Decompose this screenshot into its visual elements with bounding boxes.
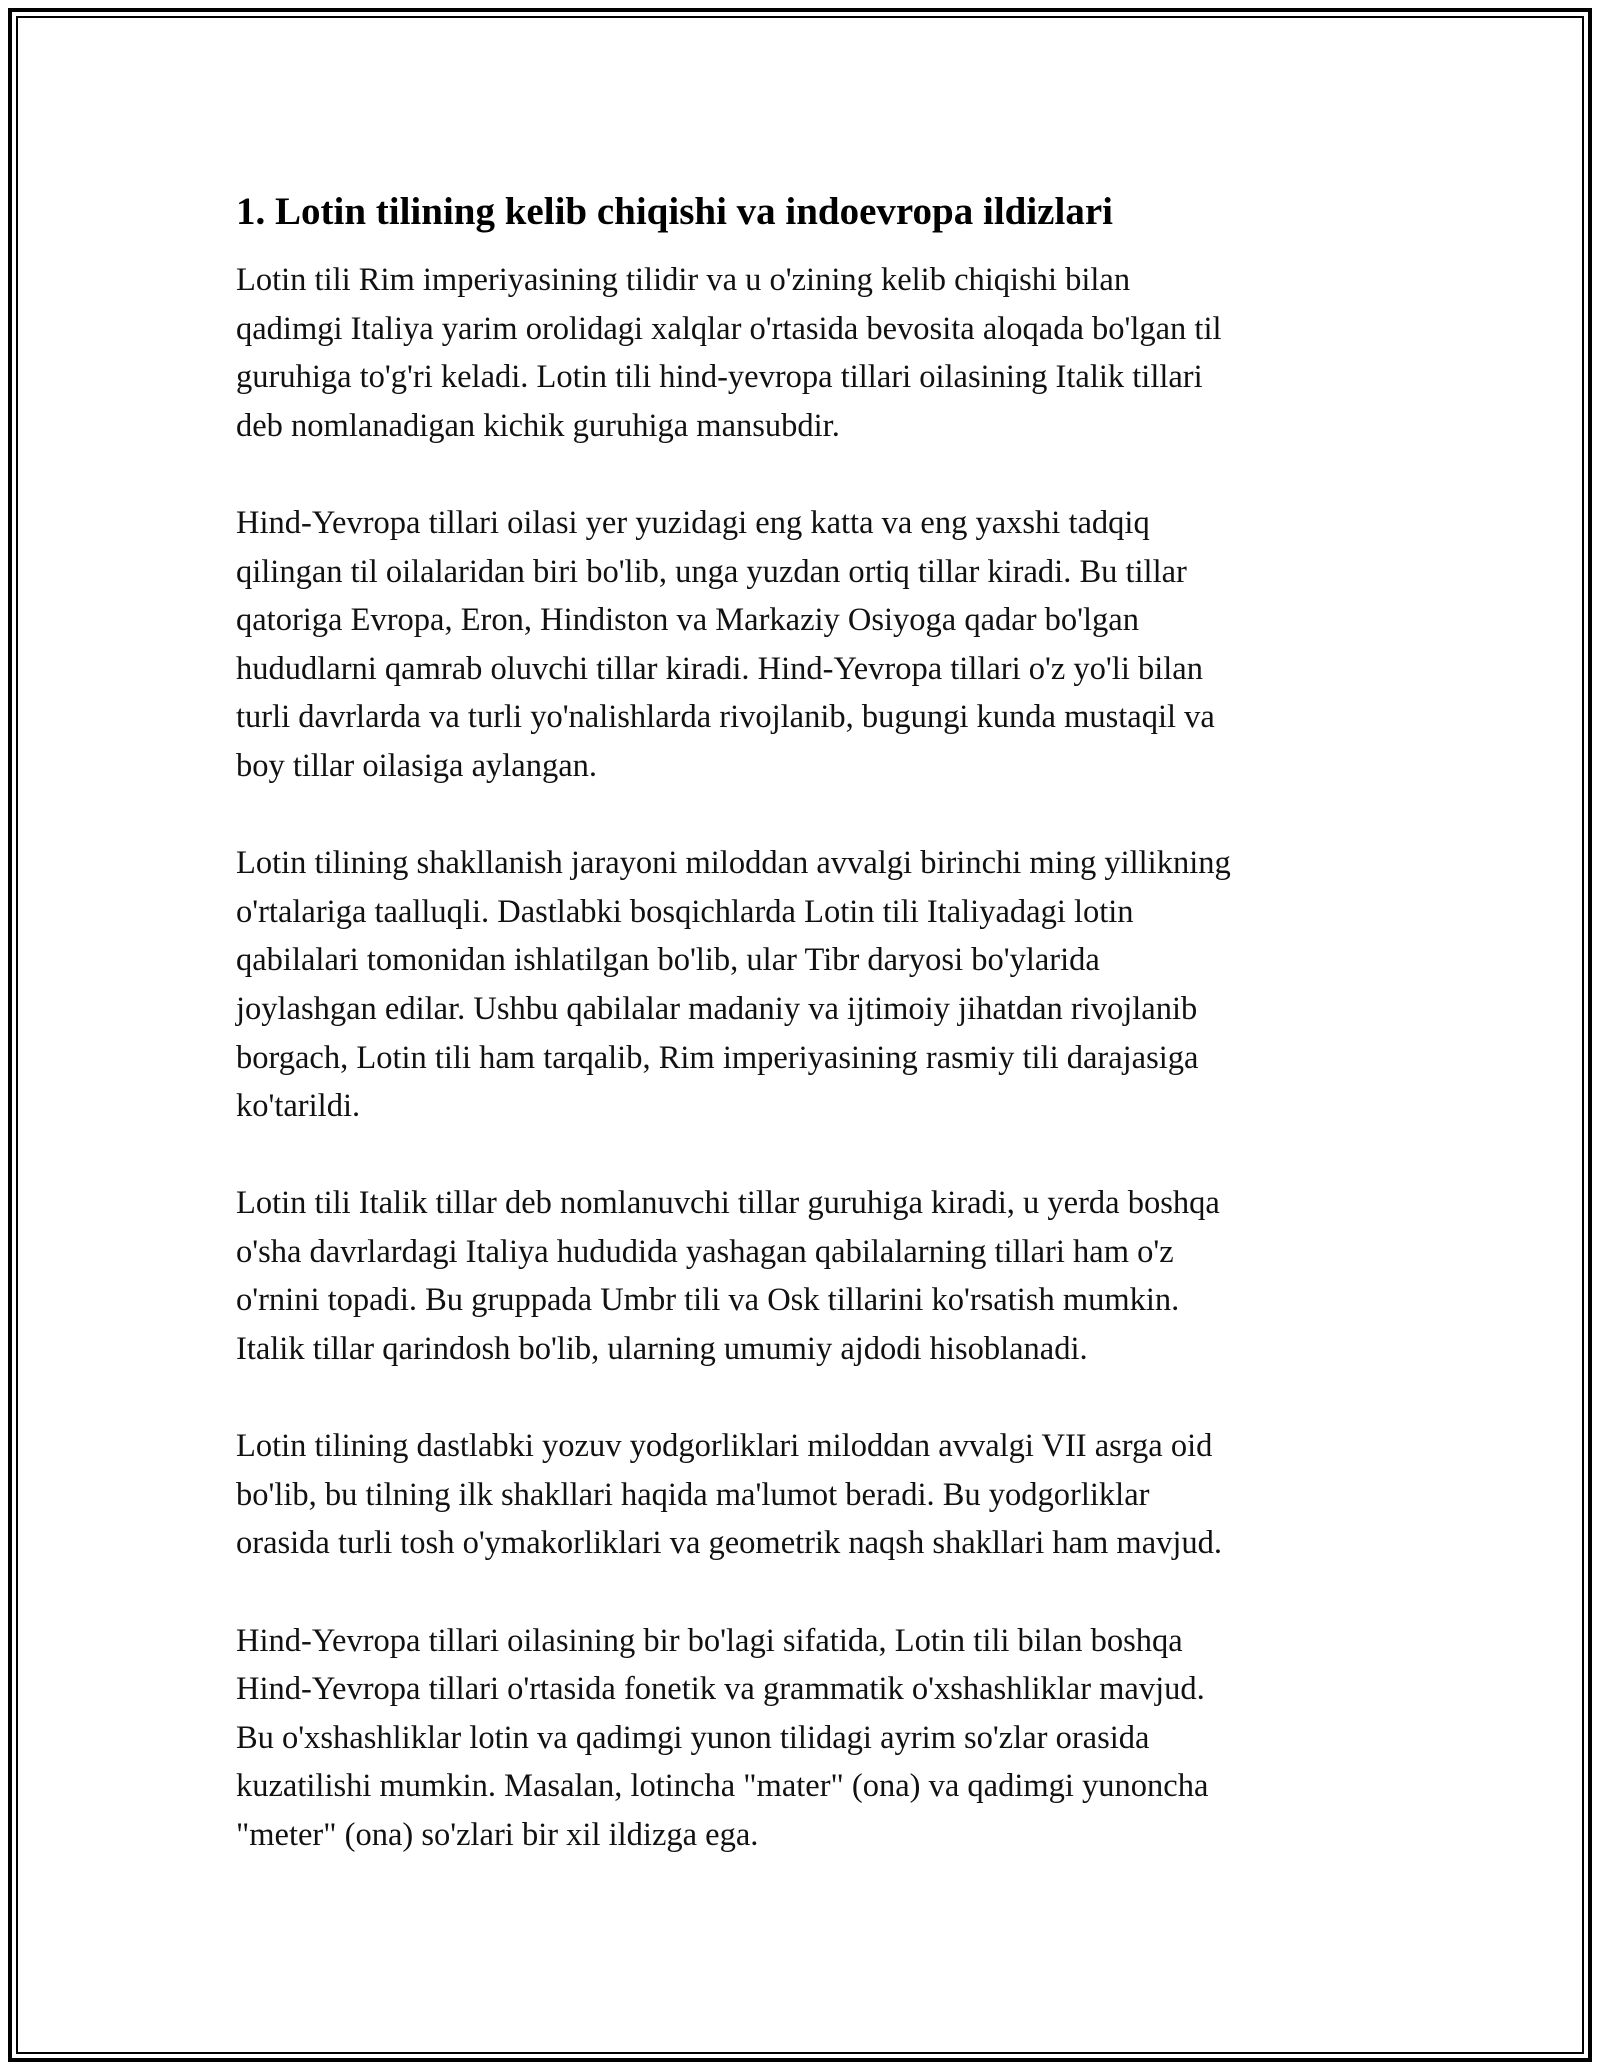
paragraph-formation: Lotin tilining shakllanish jarayoni miloddan avvalgi birinchi ming yillikning o'rtalariga taalluqli. Dastlabki bosqichlarda Lotin tili Italiyadagi lotin qabilalari tomonidan ishlatilgan bo'lib, ular Tibr daryosi bo'ylarida joylashgan edilar. Ushbu qabilalar madaniy va ijtimoiy jihatdan rivojlanib borgach, Lotin tili ham tarqalib, Rim imperiyasining rasmiy tili darajasiga ko'tarildi. xyxy=(236,845,1231,1125)
section-heading: 1. Lotin tilining kelib chiqishi va indoevropa ildizlari xyxy=(236,190,1113,233)
paragraph-italic-languages: Lotin tili Italik tillar deb nomlanuvchi tillar guruhiga kiradi, u yerda boshqa o'sha davrlardagi Italiya hududida yashagan qabilalarning tillari ham o'z o'rnini topadi. Bu gruppada Umbr tili va Osk tillarini ko'rsatish mumkin. Italik tillar qarindosh bo'lib, ularning umumiy ajdodi hisoblanadi. xyxy=(236,1185,1220,1368)
paragraph-origin: Lotin tili Rim imperiyasining tilidir va u o'zining kelib chiqishi bilan qadimgi Italiya yarim orolidagi xalqlar o'rtasida bevosita aloqada bo'lgan til guruhiga to'g'ri keladi. Lotin tili hind-yevropa tillari oilasining Italik tillari deb nomlanadigan kichik guruhiga mansubdir. xyxy=(236,262,1222,444)
paragraph-similarities: Hind-Yevropa tillari oilasining bir bo'lagi sifatida, Lotin tili bilan boshqa Hind-Yevropa tillari o'rtasida fonetik va grammatik o'xshashliklar mavjud. Bu o'xshashliklar lotin va qadimgi yunon tilidagi ayrim so'zlar orasida kuzatilishi mumkin. Masalan, lotincha "mater" (ona) va qadimgi yunoncha "meter" (ona) so'zlari bir xil ildizga ega. xyxy=(236,1622,1209,1853)
document-body xyxy=(236,186,1396,1908)
paragraph-written-monuments: Lotin tilining dastlabki yozuv yodgorliklari miloddan avvalgi VII asrga oid bo'lib, bu tilning ilk shakllari haqida ma'lumot beradi. Bu yodgorliklar orasida turli tosh o'ymakorliklari va geometrik naqsh shakllari ham mavjud. xyxy=(236,1428,1223,1562)
paragraph-indo-european-family: Hind-Yevropa tillari oilasi yer yuzidagi eng katta va eng yaxshi tadqiq qilingan til oilalaridan biri bo'lib, unga yuzdan ortiq tillar kiradi. Bu tillar qatoriga Evropa, Eron, Hindiston va Markaziy Osiyoga qadar bo'lgan hududlarni qamrab oluvchi tillar kiradi. Hind-Yevropa tillari o'z yo'li bilan turli davrlarda va turli yo'nalishlarda rivojlanib, bugungi kunda mustaqil va boy tillar oilasiga aylangan. xyxy=(236,504,1215,784)
